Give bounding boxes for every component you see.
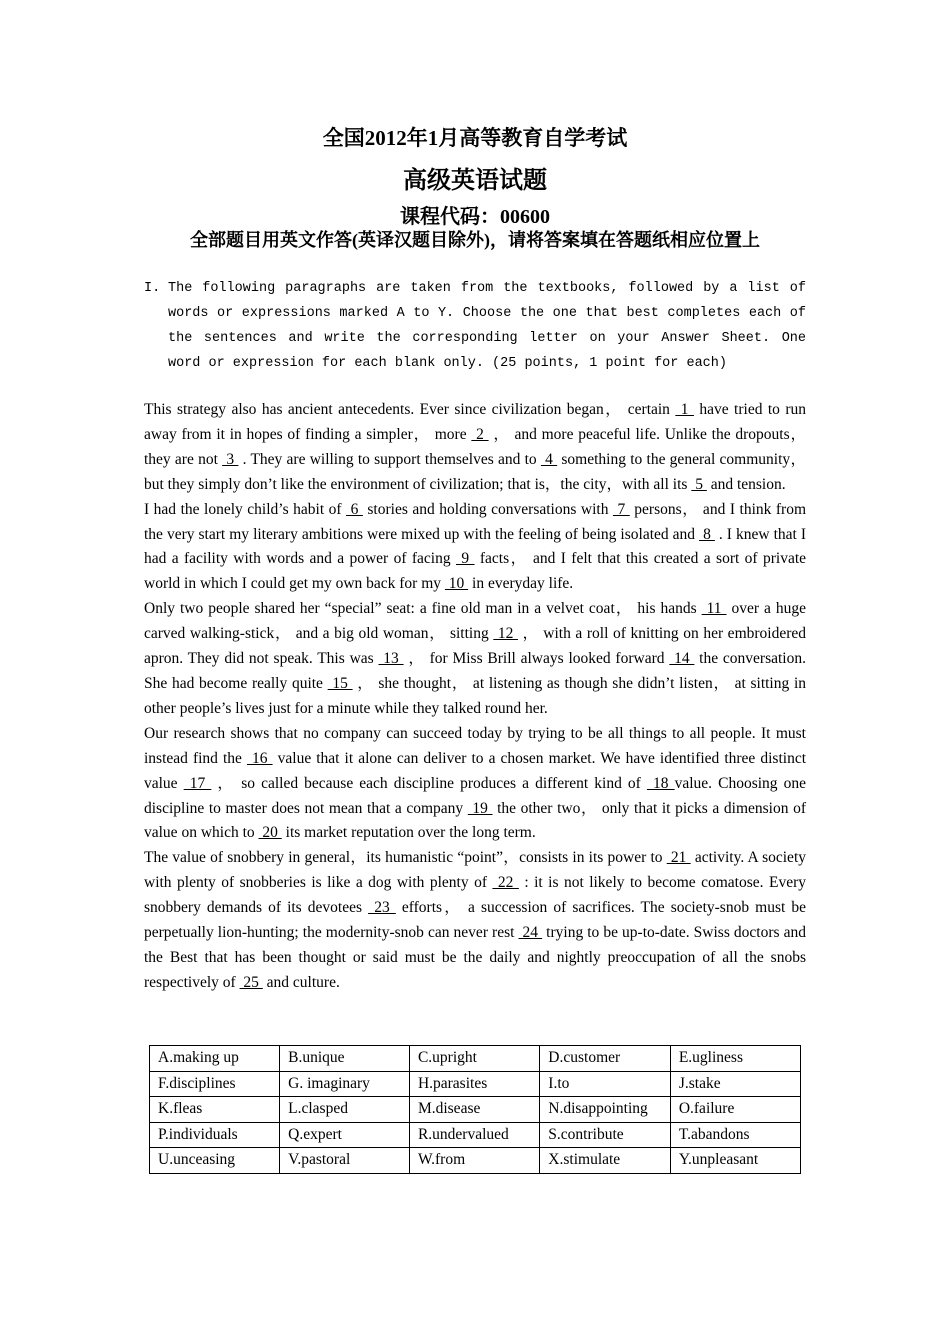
answer-blank: 10	[444, 575, 469, 593]
question-number: I.	[144, 281, 161, 296]
answer-blank: 5	[691, 475, 707, 493]
answer-blank: 17	[183, 774, 212, 792]
passage-5	[144, 846, 806, 995]
passage-text: This strategy also has ancient antecedents. Ever since civilization began， certain	[144, 401, 676, 418]
options-row	[150, 1148, 801, 1174]
answer-blank: 6	[346, 500, 363, 518]
passage-2	[144, 498, 806, 598]
option-cell: E.ugliness	[670, 1046, 800, 1072]
passage-text: have tried to run away from it in hopes of finding a simpler， more	[144, 401, 807, 443]
option-cell: W.from	[409, 1148, 539, 1174]
option-cell: M.disease	[409, 1097, 539, 1123]
passage-text: . They are willing to support themselves and to	[238, 450, 541, 468]
answer-blank: 12	[493, 625, 518, 643]
passage-text: Our research shows that no company can succeed today by trying to be all things to all people. It must instead find the	[144, 724, 806, 767]
option-cell: C.upright	[409, 1046, 539, 1072]
options-row	[150, 1071, 801, 1097]
option-cell: Y.unpleasant	[670, 1148, 800, 1174]
answer-blank: 8	[699, 525, 715, 543]
exam-title: 全国2012年1月高等教育自学考试	[322, 126, 628, 150]
answer-blank: 11	[701, 600, 727, 618]
answer-blank: 13	[378, 650, 404, 668]
option-cell: A.making up	[150, 1046, 280, 1072]
answer-blank: 4	[540, 450, 558, 468]
option-cell: N.disappointing	[540, 1097, 671, 1123]
option-cell: S.contribute	[540, 1122, 671, 1148]
answer-blank: 9	[455, 550, 475, 568]
answer-blank: 15	[327, 674, 353, 692]
option-cell: D.customer	[540, 1046, 671, 1072]
options-row	[150, 1122, 801, 1148]
passage-text: and tension.	[706, 475, 786, 493]
answer-blank: 23	[368, 899, 396, 917]
passage-text: ， with a roll of knitting on her embroidered apron. They did not speak. This was	[144, 625, 807, 668]
options-table	[149, 1045, 801, 1174]
option-cell: I.to	[540, 1071, 671, 1097]
option-cell: R.undervalued	[409, 1122, 539, 1148]
option-cell: O.failure	[670, 1097, 800, 1123]
option-cell: J.stake	[670, 1071, 800, 1097]
question-text: The following paragraphs are taken from the textbooks, followed by a list of words or expressions marked A to Y. Choose the one that best completes each of the sentences and write the corresponding letter on your Answer Sheet. One word or expression for each blank only. (25 points, 1 point for each)	[168, 281, 806, 371]
option-cell: G. imaginary	[280, 1071, 410, 1097]
passage-text: . I knew that I had a facility with words and a power of facing	[144, 525, 807, 568]
passage-text: the other two， only that it picks a dimension of value on which to	[144, 799, 806, 842]
answer-blank: 14	[669, 650, 695, 668]
answer-blank: 1	[675, 401, 694, 418]
option-cell: H.parasites	[409, 1071, 539, 1097]
passage-text: ， for Miss Brill always looked forward	[403, 650, 670, 668]
option-cell: B.unique	[280, 1046, 410, 1072]
passage-text: trying to be up-to-date. Swiss doctors and the Best that has been thought or said must be the daily and nightly preoccupation of all the snobs respectively of	[144, 924, 806, 991]
passage-text: efforts， a succession of sacrifices. The society-snob must be perpetually lion-hunting; the modernity-snob can never rest	[144, 899, 806, 942]
answer-blank: 19	[467, 799, 493, 817]
passage-text: ， and more peaceful life. Unlike the dropouts， they are not	[144, 425, 806, 468]
course-code: 课程代码：00600	[400, 206, 550, 228]
answer-blank: 25	[239, 973, 263, 991]
option-cell: T.abandons	[670, 1122, 800, 1148]
passage-text: The value of snobbery in general，its humanistic “point”，consists in its power to	[144, 849, 667, 867]
passage-text: its market reputation over the long term.	[281, 824, 536, 842]
passage-text: the conversation. She had become really quite	[144, 650, 806, 692]
option-cell: Q.expert	[280, 1122, 410, 1148]
answer-blank: 7	[612, 500, 630, 518]
passage-text: activity. A society with plenty of snobberies is like a dog with plenty of	[144, 849, 806, 892]
option-cell: P.individuals	[150, 1122, 280, 1148]
cloze-passages	[144, 398, 806, 996]
options-row	[150, 1097, 801, 1123]
answer-blank: 20	[258, 824, 282, 842]
options-row	[150, 1046, 801, 1072]
passage-text: ， she thought， at listening as though she didn’t listen， at sitting in other people’s lives just for a minute while they talked round her.	[144, 674, 807, 717]
answer-blank: 22	[492, 874, 519, 892]
subject-title: 高级英语试题	[403, 168, 547, 194]
option-cell: X.stimulate	[540, 1148, 671, 1174]
passage-text: persons， and I think from the very start my literary ambitions were mixed up with the feeling of being isolated and	[144, 500, 807, 543]
passage-text: and culture.	[262, 973, 340, 991]
passage-text: value. Choosing one discipline to master does not mean that a company	[144, 774, 807, 817]
question-1-instruction	[144, 276, 806, 376]
answer-blank: 16	[246, 749, 273, 767]
passage-text: Only two people shared her “special” seat: a fine old man in a velvet coat， his hands	[144, 600, 702, 618]
passage-3	[144, 597, 806, 722]
passage-text: ， so called because each discipline produces a different kind of	[211, 774, 647, 792]
answer-blank: 18	[646, 774, 675, 792]
passage-text: over a huge carved walking-stick， and a big old woman， sitting	[144, 600, 806, 643]
option-cell: L.clasped	[280, 1097, 410, 1123]
passage-text: stories and holding conversations with	[362, 500, 613, 518]
option-cell: F.disciplines	[150, 1071, 280, 1097]
passage-text: in everyday life.	[468, 575, 574, 593]
general-instruction: 全部题目用英文作答(英译汉题目除外)，请将答案填在答题纸相应位置上	[190, 230, 760, 250]
answer-blank: 24	[518, 924, 543, 942]
answer-blank: 3	[222, 450, 239, 468]
passage-4	[144, 722, 806, 847]
passage-text: facts， and I felt that this created a sort of private world in which I could get my own back for my	[144, 550, 807, 593]
option-cell: K.fleas	[150, 1097, 280, 1123]
passage-1	[144, 398, 806, 498]
passage-text: I had the lonely child’s habit of	[144, 500, 347, 518]
option-cell: V.pastoral	[280, 1148, 410, 1174]
option-cell: U.unceasing	[150, 1148, 280, 1174]
passage-text: something to the general community，but they simply don’t like the environment of civilization; that is，the city，with all its	[144, 450, 807, 493]
answer-blank: 2	[471, 425, 489, 443]
passage-text: : it is not likely to become comatose. Every snobbery demands of its devotees	[144, 874, 806, 917]
passage-text: value that it alone can deliver to a chosen market. We have identified three distinct value	[144, 749, 807, 792]
answer-blank: 21	[666, 849, 691, 867]
